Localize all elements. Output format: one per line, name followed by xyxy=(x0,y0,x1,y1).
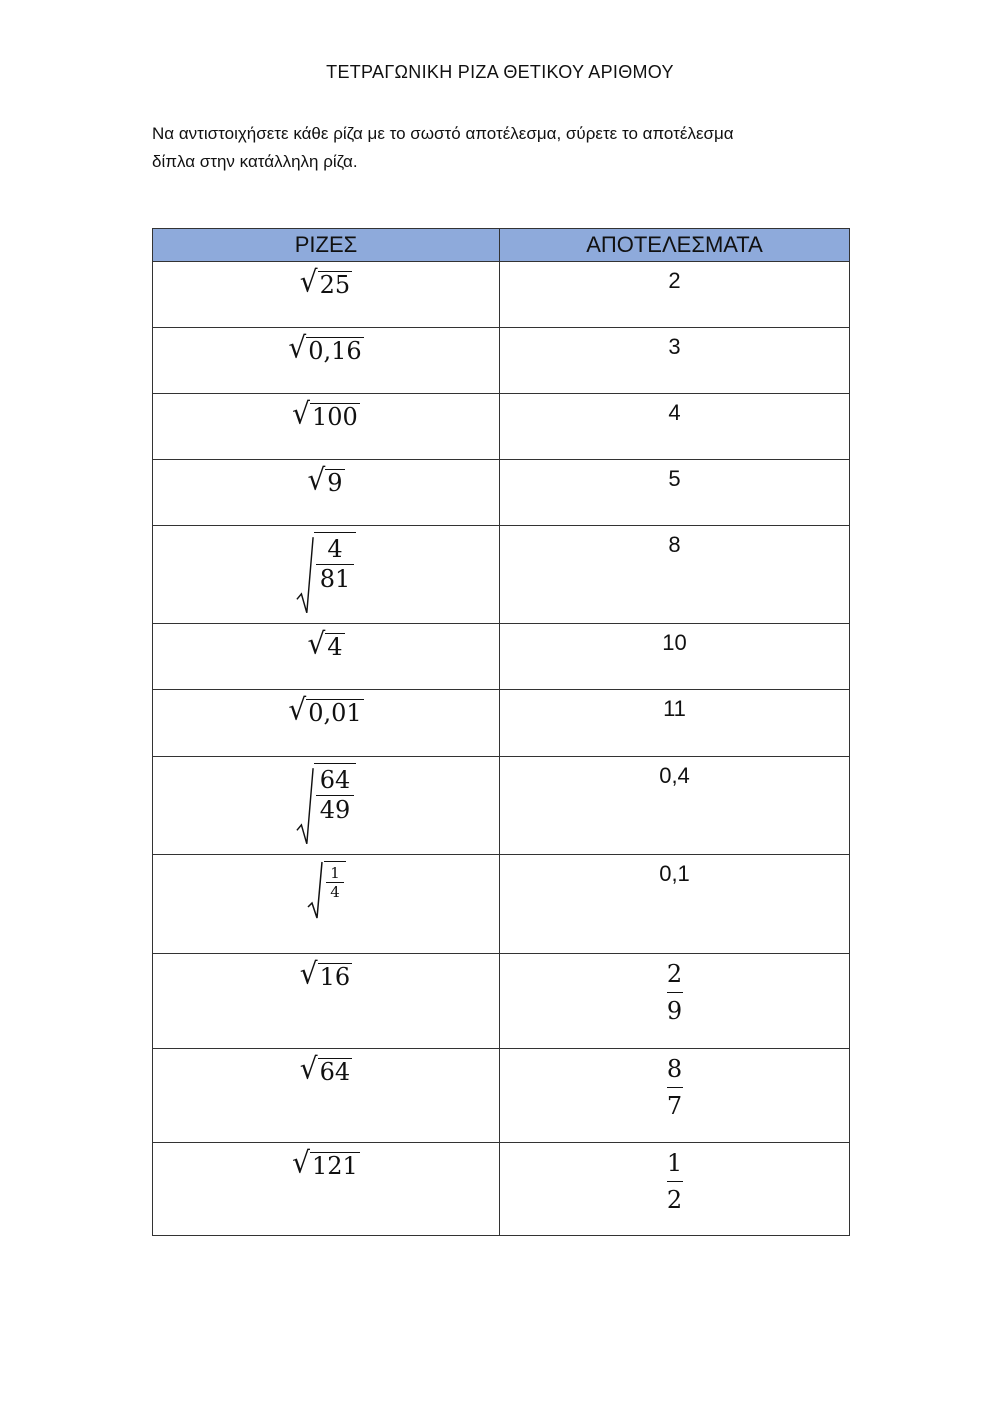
fraction-denominator: 9 xyxy=(666,997,683,1025)
result-cell xyxy=(500,1049,850,1143)
result-value[interactable]: 0,1 xyxy=(659,861,690,886)
radical-sign-icon: √ xyxy=(299,264,318,299)
radical-sign-icon xyxy=(306,861,324,919)
fraction-denominator: 2 xyxy=(666,1186,683,1214)
fraction-numerator: 1 xyxy=(330,864,340,882)
root-cell xyxy=(153,1049,500,1143)
table-row xyxy=(153,624,850,690)
result-cell xyxy=(500,394,850,460)
radicand: 64 xyxy=(319,1058,351,1086)
radical-sign-icon: √ xyxy=(288,330,307,365)
fraction xyxy=(316,766,355,825)
radical-sign-icon: √ xyxy=(288,692,307,727)
radicand xyxy=(324,861,346,919)
radical-sign-icon: √ xyxy=(292,1145,311,1180)
fraction-bar xyxy=(667,992,683,993)
result-cell xyxy=(500,757,850,855)
fraction-numerator: 2 xyxy=(666,960,683,988)
fraction-bar xyxy=(667,1087,683,1088)
square-root[interactable] xyxy=(307,626,344,662)
table-row xyxy=(153,757,850,855)
fraction-denominator: 4 xyxy=(330,883,340,901)
radicand: 4 xyxy=(327,633,343,661)
radical-sign-icon: √ xyxy=(307,462,326,497)
instructions-line-2: δίπλα στην κατάλληλη ρίζα. xyxy=(152,152,358,171)
root-cell xyxy=(153,1143,500,1236)
square-root[interactable] xyxy=(292,396,360,432)
square-root[interactable] xyxy=(292,1145,360,1181)
radicand: 121 xyxy=(312,1152,358,1180)
result-cell xyxy=(500,1143,850,1236)
result-fraction[interactable] xyxy=(667,1149,683,1214)
result-value[interactable]: 10 xyxy=(662,630,687,655)
radical-sign-icon: √ xyxy=(299,956,318,991)
fraction-numerator: 1 xyxy=(666,1149,683,1177)
result-fraction[interactable] xyxy=(667,1055,683,1120)
radicand: 25 xyxy=(319,271,351,299)
result-value[interactable]: 11 xyxy=(663,696,686,721)
instructions-line-1: Να αντιστοιχήσετε κάθε ρίζα με το σωστό αποτέλεσμα, σύρετε το αποτέλεσμα xyxy=(152,124,734,143)
square-root-fraction[interactable] xyxy=(296,532,357,618)
result-value[interactable]: 2 xyxy=(668,268,681,293)
fraction xyxy=(326,864,344,901)
matching-table xyxy=(152,228,850,1236)
radicand xyxy=(314,532,357,618)
radical-sign-icon xyxy=(296,763,314,849)
result-value[interactable]: 8 xyxy=(668,532,681,557)
fraction-numerator: 4 xyxy=(327,535,343,563)
table-row xyxy=(153,1143,850,1236)
square-root[interactable] xyxy=(299,264,352,300)
radicand: 9 xyxy=(327,469,343,497)
header-results: ΑΠΟΤΕΛΕΣΜΑΤΑ xyxy=(500,229,850,262)
root-cell xyxy=(153,328,500,394)
table-row xyxy=(153,690,850,757)
square-root[interactable] xyxy=(299,956,352,992)
result-cell xyxy=(500,954,850,1049)
table-row xyxy=(153,526,850,624)
radical-sign-icon: √ xyxy=(307,626,326,661)
square-root[interactable] xyxy=(307,462,344,498)
table-row xyxy=(153,855,850,954)
radical-sign-icon: √ xyxy=(299,1051,318,1086)
radical-sign-icon: √ xyxy=(292,396,311,431)
square-root[interactable] xyxy=(288,692,363,728)
table-row xyxy=(153,394,850,460)
result-cell xyxy=(500,328,850,394)
root-cell xyxy=(153,690,500,757)
root-cell xyxy=(153,394,500,460)
table-row xyxy=(153,954,850,1049)
page-title: ΤΕΤΡΑΓΩΝΙΚΗ ΡΙΖΑ ΘΕΤΙΚΟΥ ΑΡΙΘΜΟΥ xyxy=(326,62,674,82)
root-cell xyxy=(153,954,500,1049)
result-value[interactable]: 5 xyxy=(668,466,681,491)
root-cell xyxy=(153,757,500,855)
root-cell xyxy=(153,526,500,624)
result-value[interactable]: 0,4 xyxy=(659,763,690,788)
table-row xyxy=(153,1049,850,1143)
table-row xyxy=(153,460,850,526)
root-cell xyxy=(153,262,500,328)
result-cell xyxy=(500,855,850,954)
fraction-numerator: 8 xyxy=(666,1055,683,1083)
radicand: 0,16 xyxy=(308,337,362,365)
root-cell xyxy=(153,855,500,954)
fraction xyxy=(316,535,355,594)
fraction-denominator: 81 xyxy=(319,564,351,593)
header-roots: ΡΙΖΕΣ xyxy=(153,229,500,262)
result-cell xyxy=(500,262,850,328)
fraction-bar xyxy=(667,1181,683,1182)
table-row xyxy=(153,262,850,328)
square-root[interactable] xyxy=(288,330,363,366)
square-root[interactable] xyxy=(299,1051,352,1087)
fraction-numerator: 64 xyxy=(319,766,351,794)
radical-sign-icon xyxy=(296,532,314,618)
root-cell xyxy=(153,460,500,526)
square-root-fraction[interactable] xyxy=(306,861,346,919)
result-cell xyxy=(500,624,850,690)
square-root-fraction[interactable] xyxy=(296,763,357,849)
radicand xyxy=(314,763,357,849)
instructions xyxy=(152,120,852,176)
fraction-denominator: 7 xyxy=(666,1092,683,1120)
result-fraction[interactable] xyxy=(667,960,683,1025)
radicand: 100 xyxy=(312,403,358,431)
root-cell xyxy=(153,624,500,690)
table-header-row xyxy=(153,229,850,262)
fraction-denominator: 49 xyxy=(319,795,351,824)
result-cell xyxy=(500,460,850,526)
result-value[interactable]: 3 xyxy=(668,334,681,359)
result-cell xyxy=(500,690,850,757)
result-value[interactable]: 4 xyxy=(668,400,681,425)
table-row xyxy=(153,328,850,394)
radicand: 16 xyxy=(319,963,351,991)
result-cell xyxy=(500,526,850,624)
radicand: 0,01 xyxy=(308,699,362,727)
